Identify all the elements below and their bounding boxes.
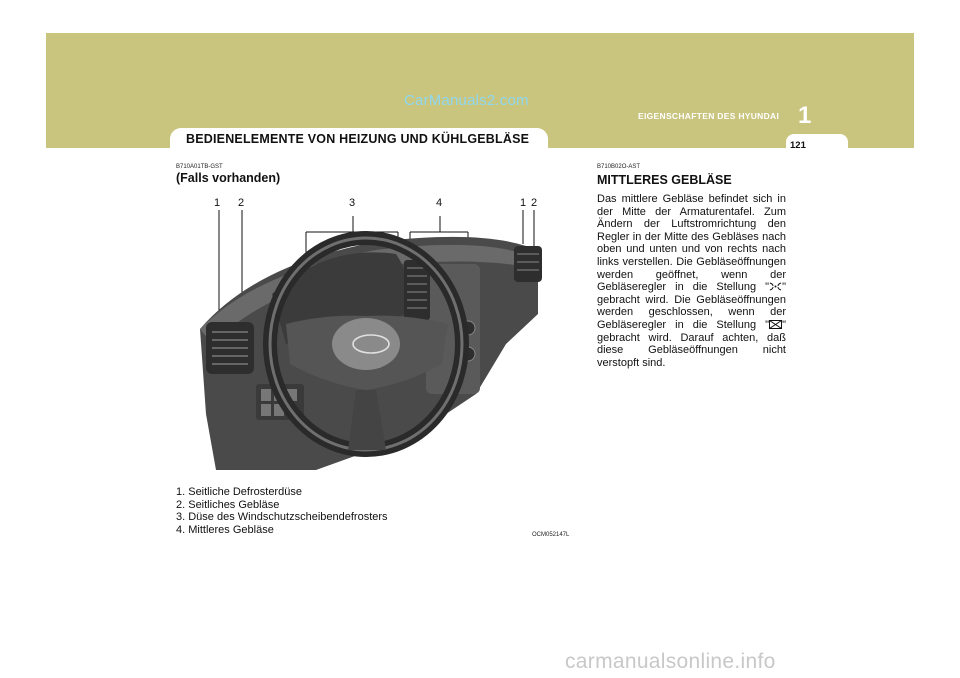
figure-legend: [176, 486, 388, 536]
vent-closed-icon: [769, 320, 782, 329]
page-number: 121: [790, 140, 806, 151]
callout-1-left: 1: [214, 197, 221, 209]
right-section-code: B710B02O-AST: [597, 164, 641, 170]
body-text: [597, 193, 786, 369]
callout-3: 3: [349, 197, 356, 209]
figure-code: OCM052147L: [532, 532, 570, 538]
section-title: BEDIENELEMENTE VON HEIZUNG UND KÜHLGEBLÄSE: [186, 132, 530, 146]
chapter-number: 1: [798, 102, 812, 129]
watermark-top[interactable]: CarManuals2.com: [404, 92, 529, 109]
body-text-part: " gebracht wird. Die Gebläseöffnungen werden geschlossen, wenn der Gebläseregler in die Stellung ": [597, 281, 786, 331]
callout-4: 4: [436, 197, 443, 209]
callout-2-right: 2: [531, 197, 538, 209]
callout-1-right: 1: [520, 197, 527, 209]
dashboard-illustration: [176, 194, 554, 470]
body-text-part: " gebracht wird. Darauf achten, daß diese Gebläseöffnungen nicht verstopft sind.: [597, 318, 786, 369]
right-heading: MITTLERES GEBLÄSE: [597, 173, 732, 187]
vent-open-icon: [769, 282, 782, 291]
chapter-title: EIGENSCHAFTEN DES HYUNDAI: [638, 111, 780, 121]
legend-item: 3. Düse des Windschutzscheibendefrosters: [176, 511, 388, 523]
callout-2-left: 2: [238, 197, 245, 209]
watermark-bottom[interactable]: carmanualsonline.info: [565, 650, 776, 673]
legend-item: 4. Mittleres Gebläse: [176, 523, 274, 536]
body-text-part: Das mittlere Gebläse befindet sich in der Mitte der Armaturentafel. Zum Ändern der Luftstromrichtung den Regler in der Mitte des Gebläses nach oben und unten und von rechts nach links verstellen. Die Gebläseöffnungen werden geöffnet, wenn der Gebläseregler in die Stellung ": [597, 193, 786, 294]
legend-item: 2. Seitliches Gebläse: [176, 498, 280, 511]
legend-item: 1. Seitliche Defrosterdüse: [176, 486, 302, 498]
left-section-code: B710A01TB-GST: [176, 164, 223, 170]
left-heading: (Falls vorhanden): [176, 171, 281, 185]
